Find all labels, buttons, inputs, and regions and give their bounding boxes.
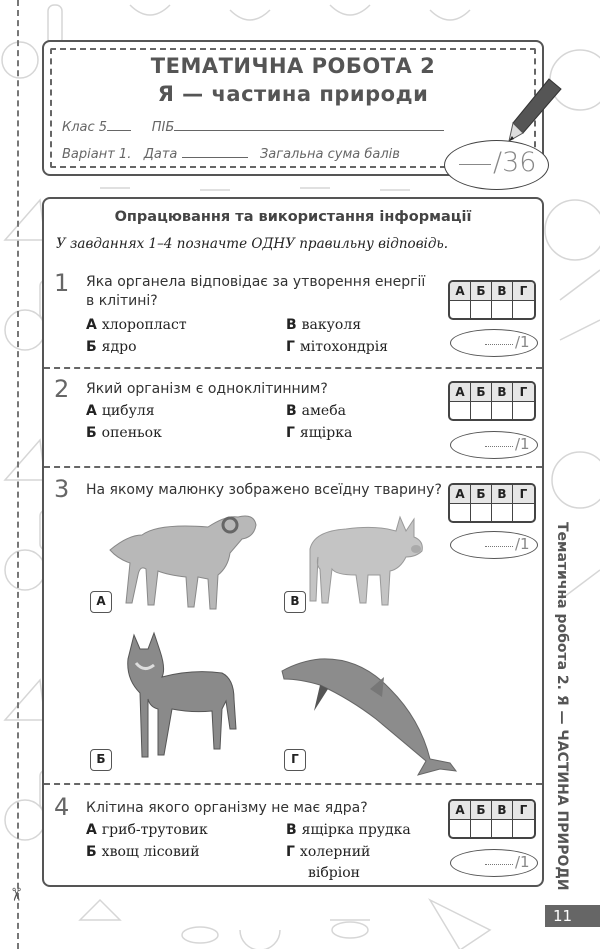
answer-col-v: В bbox=[492, 485, 513, 504]
dolphin-image bbox=[280, 649, 460, 789]
picture-label-v: В bbox=[284, 591, 306, 613]
answer-cell-a[interactable] bbox=[450, 820, 471, 837]
answer-cell-g[interactable] bbox=[513, 820, 534, 837]
answer-cell-v[interactable] bbox=[492, 504, 513, 521]
name-field[interactable] bbox=[174, 130, 444, 131]
answer-cell-b[interactable] bbox=[471, 820, 492, 837]
answer-cell-v[interactable] bbox=[492, 301, 513, 318]
option-b: Б опеньок bbox=[86, 425, 162, 441]
date-label: Дата bbox=[143, 147, 178, 162]
work-subtitle: Я — частина природи bbox=[157, 82, 429, 106]
points-blank bbox=[485, 864, 513, 865]
option-v: В амеба bbox=[286, 403, 346, 419]
task-divider bbox=[44, 783, 542, 785]
points-blank bbox=[485, 546, 513, 547]
option-v: В вакуоля bbox=[286, 317, 362, 333]
scissors-icon: ✂ bbox=[5, 886, 27, 903]
answer-col-v: В bbox=[492, 383, 513, 402]
option-g: Г мітохондрія bbox=[286, 339, 389, 355]
points-max: /1 bbox=[515, 435, 530, 453]
answer-cell-v[interactable] bbox=[492, 402, 513, 419]
answer-col-a: А bbox=[450, 282, 471, 301]
answer-col-g: Г bbox=[513, 801, 534, 820]
answer-cell-g[interactable] bbox=[513, 402, 534, 419]
task-number: 3 bbox=[54, 475, 70, 503]
points-oval[interactable] bbox=[450, 849, 538, 877]
tasks-card bbox=[42, 197, 544, 887]
option-b: Б ядро bbox=[86, 339, 137, 355]
points-blank bbox=[485, 446, 513, 447]
answer-grid bbox=[448, 381, 536, 421]
page-number: 11 bbox=[545, 905, 600, 927]
side-running-title: Тематична робота 2. Я — ЧАСТИНА ПРИРОДИ bbox=[554, 522, 570, 891]
total-score-blank bbox=[459, 164, 491, 165]
option-a: А гриб-трутовик bbox=[86, 822, 208, 838]
points-max: /1 bbox=[515, 853, 530, 871]
answer-cell-b[interactable] bbox=[471, 504, 492, 521]
wolf-image bbox=[122, 629, 242, 769]
task-divider bbox=[44, 466, 542, 468]
answer-col-b: Б bbox=[471, 383, 492, 402]
max-score: /36 bbox=[493, 147, 537, 178]
option-a: А цибуля bbox=[86, 403, 155, 419]
points-oval[interactable] bbox=[450, 329, 538, 357]
task-number: 1 bbox=[54, 269, 70, 297]
sheep-image bbox=[108, 505, 260, 615]
cut-line bbox=[17, 0, 19, 949]
answer-col-b: Б bbox=[471, 485, 492, 504]
option-g: Г ящірка bbox=[286, 425, 353, 441]
task-number: 2 bbox=[54, 375, 70, 403]
option-a: А хлоропласт bbox=[86, 317, 187, 333]
pencil-icon bbox=[505, 75, 565, 145]
answer-grid bbox=[448, 799, 536, 839]
answer-grid bbox=[448, 483, 536, 523]
option-g: Г холерний bbox=[286, 844, 371, 860]
total-score-label: Загальна сума балів bbox=[259, 147, 400, 162]
task-3 bbox=[44, 469, 542, 781]
answer-cell-b[interactable] bbox=[471, 301, 492, 318]
points-oval[interactable] bbox=[450, 531, 538, 559]
task-question: Який організм є одноклітинним? bbox=[86, 381, 328, 397]
answer-col-v: В bbox=[492, 801, 513, 820]
date-field[interactable] bbox=[182, 157, 248, 158]
answer-cell-b[interactable] bbox=[471, 402, 492, 419]
answer-col-g: Г bbox=[513, 282, 534, 301]
answer-col-v: В bbox=[492, 282, 513, 301]
class-field[interactable] bbox=[107, 130, 131, 131]
section-instruction: У завданнях 1–4 позначте ОДНУ правильну відповідь. bbox=[56, 236, 449, 252]
work-title: ТЕМАТИЧНА РОБОТА 2 bbox=[150, 54, 436, 78]
answer-cell-g[interactable] bbox=[513, 301, 534, 318]
answer-cell-a[interactable] bbox=[450, 504, 471, 521]
answer-col-a: А bbox=[450, 383, 471, 402]
class-label: Клас 5 bbox=[62, 120, 108, 135]
answer-cell-a[interactable] bbox=[450, 402, 471, 419]
picture-label-b: Б bbox=[90, 749, 112, 771]
option-v: В ящірка прудка bbox=[286, 822, 411, 838]
answer-col-b: Б bbox=[471, 282, 492, 301]
question-line: Яка органела відповідає за утворення енергії bbox=[86, 274, 426, 290]
answer-cell-a[interactable] bbox=[450, 301, 471, 318]
answer-cell-v[interactable] bbox=[492, 820, 513, 837]
picture-label-a: А bbox=[90, 591, 112, 613]
task-4 bbox=[44, 787, 542, 887]
points-blank bbox=[485, 344, 513, 345]
answer-col-b: Б bbox=[471, 801, 492, 820]
section-title: Опрацювання та використання інформації bbox=[114, 209, 472, 225]
task-question: Клітина якого організму не має ядра? bbox=[86, 800, 368, 816]
total-score-oval[interactable] bbox=[444, 140, 549, 190]
option-b: Б хвощ лісовий bbox=[86, 844, 200, 860]
task-number: 4 bbox=[54, 793, 70, 821]
variant-label: Варіант 1. bbox=[62, 147, 132, 162]
answer-col-a: А bbox=[450, 485, 471, 504]
task-question: На якому малюнку зображено всеїдну тварину? bbox=[86, 482, 442, 498]
student-info-line bbox=[62, 120, 444, 135]
task-1 bbox=[44, 265, 542, 365]
picture-label-g: Г bbox=[284, 749, 306, 771]
answer-cell-g[interactable] bbox=[513, 504, 534, 521]
answer-col-a: А bbox=[450, 801, 471, 820]
points-max: /1 bbox=[515, 535, 530, 553]
answer-grid bbox=[448, 280, 536, 320]
answer-col-g: Г bbox=[513, 485, 534, 504]
name-label: ПІБ bbox=[151, 120, 175, 135]
task-question bbox=[86, 273, 425, 311]
answer-col-g: Г bbox=[513, 383, 534, 402]
option-g-continued: вібріон bbox=[308, 865, 360, 881]
points-oval[interactable] bbox=[450, 431, 538, 459]
points-max: /1 bbox=[515, 333, 530, 351]
question-line: в клітині? bbox=[86, 293, 158, 309]
task-2 bbox=[44, 369, 542, 464]
variant-info-line bbox=[62, 147, 400, 162]
pig-image bbox=[306, 509, 426, 609]
